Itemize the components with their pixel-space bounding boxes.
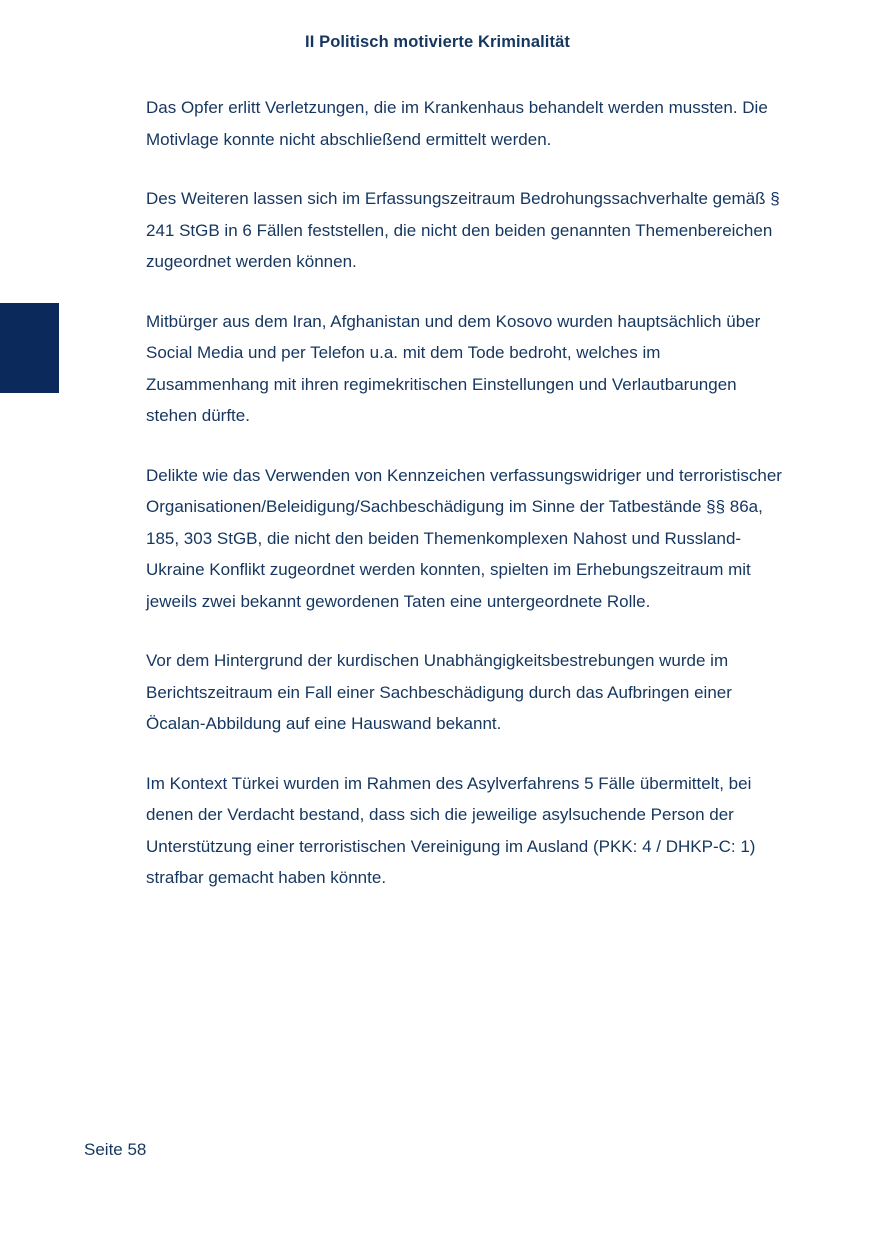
body-text-column bbox=[146, 92, 782, 894]
paragraph: Delikte wie das Verwenden von Kennzeichen verfassungswidriger und terroristischer Organisationen/Beleidigung/Sachbeschädigung im Sinne der Tatbestände §§ 86a, 185, 303 StGB, die nicht den beiden Themenkomplexen Nahost und Russland-Ukraine Konflikt zugeordnet werden konnten, spielten im Erhebungszeitraum mit jeweils zwei bekannt gewordenen Taten eine untergeordnete Rolle. bbox=[146, 465, 782, 611]
page-edge-marker bbox=[0, 303, 59, 393]
running-head: II Politisch motivierte Kriminalität bbox=[305, 33, 570, 51]
paragraph: Vor dem Hintergrund der kurdischen Unabhängigkeitsbestrebungen wurde im Berichtszeitraum ein Fall einer Sachbeschädigung durch das Aufbringen einer Öcalan-Abbildung auf eine Hauswand bekannt. bbox=[146, 651, 732, 733]
paragraph: Mitbürger aus dem Iran, Afghanistan und dem Kosovo wurden hauptsächlich über Social Media und per Telefon u.a. mit dem Tode bedroht, welches im Zusammenhang mit ihren regimekritischen Einstellungen und Verlautbarungen stehen dürfte. bbox=[146, 311, 761, 425]
paragraph: Das Opfer erlitt Verletzungen, die im Krankenhaus behandelt werden mussten. Die Motivlage konnte nicht abschließend ermittelt werden. bbox=[146, 98, 768, 149]
paragraph: Des Weiteren lassen sich im Erfassungszeitraum Bedrohungssachverhalte gemäß § 241 StGB in 6 Fällen feststellen, die nicht den beiden genannten Themenbereichen zugeordnet werden können. bbox=[146, 189, 780, 271]
page-number: Seite 58 bbox=[84, 1140, 147, 1159]
paragraph: Im Kontext Türkei wurden im Rahmen des Asylverfahrens 5 Fälle übermittelt, bei denen der Verdacht bestand, dass sich die jeweilige asylsuchende Person der Unterstützung einer terroristischen Vereinigung im Ausland (PKK: 4 / DHKP-C: 1) strafbar gemacht haben könnte. bbox=[146, 773, 756, 887]
